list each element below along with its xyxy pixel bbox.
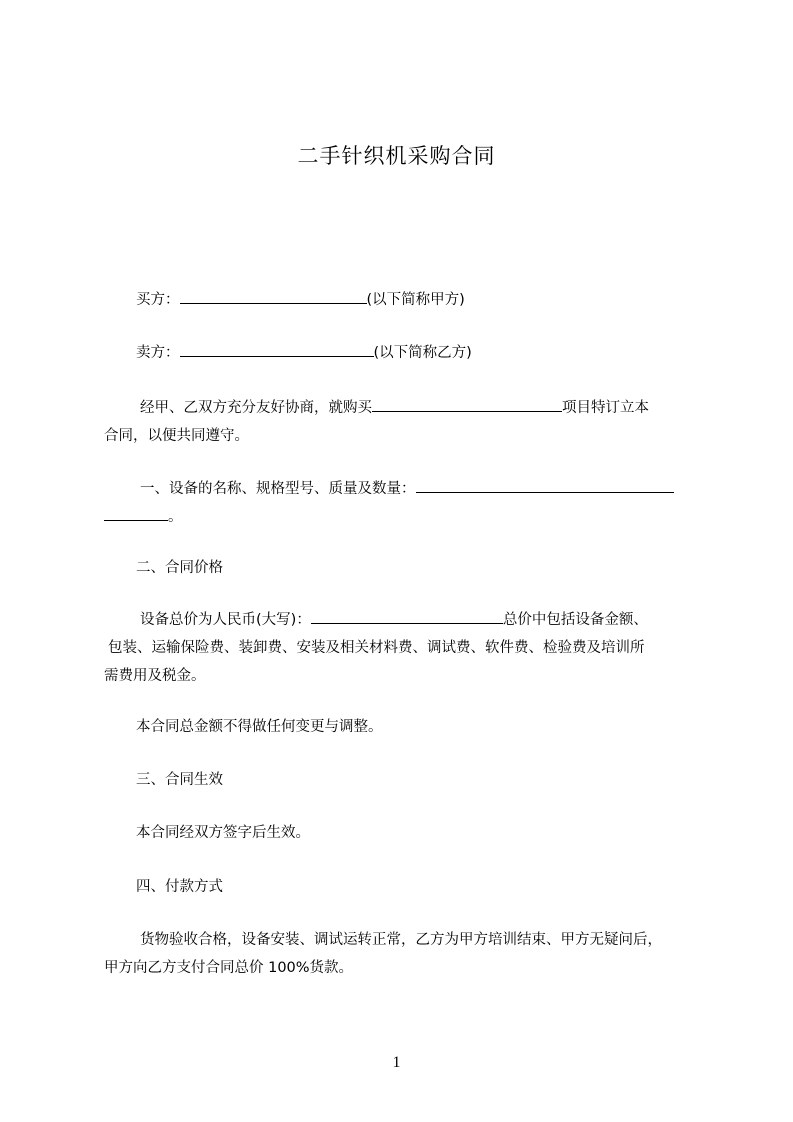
section-1-heading: 一、设备的名称、规格型号、质量及数量： bbox=[140, 481, 416, 497]
payment-line-1: 货物验收合格，设备安装、调试运转正常，乙方为甲方培训结束、甲方无疑问后， bbox=[140, 932, 662, 948]
price-prefix: 设备总价为人民币(大写)： bbox=[140, 612, 311, 628]
section-1-line-2 bbox=[104, 506, 183, 528]
buyer-line bbox=[136, 289, 465, 311]
section-2-heading: 二、合同价格 bbox=[136, 560, 223, 576]
price-line-2: 包装、运输保险费、装卸费、安装及相关材料费、调试费、软件费、检验费及培训所 bbox=[108, 640, 645, 656]
seller-blank bbox=[180, 343, 374, 357]
effective-clause: 本合同经双方签字后生效。 bbox=[136, 825, 310, 841]
section-1-heading-line bbox=[140, 478, 674, 500]
section-4-heading: 四、付款方式 bbox=[136, 879, 223, 895]
project-blank bbox=[372, 398, 562, 412]
intro-suffix: 项目特订立本 bbox=[562, 400, 649, 416]
buyer-label: 买方： bbox=[136, 292, 180, 308]
section-3-heading: 三、合同生效 bbox=[136, 772, 223, 788]
intro-prefix: 经甲、乙双方充分友好协商，就购买 bbox=[140, 400, 372, 416]
intro-line-1 bbox=[140, 397, 649, 419]
no-change-clause: 本合同总金额不得做任何变更与调整。 bbox=[136, 719, 383, 735]
price-line-3: 需费用及税金。 bbox=[104, 668, 206, 684]
page-number: 1 bbox=[392, 1054, 401, 1071]
seller-suffix: (以下简称乙方) bbox=[373, 345, 472, 361]
buyer-suffix: (以下简称甲方) bbox=[366, 292, 465, 308]
buyer-blank bbox=[180, 290, 367, 304]
intro-line-2: 合同，以便共同遵守。 bbox=[104, 428, 249, 444]
seller-line bbox=[136, 342, 472, 364]
price-suffix: 总价中包括设备金额、 bbox=[502, 612, 648, 628]
equipment-blank-2 bbox=[104, 507, 168, 521]
equipment-blank-1 bbox=[416, 479, 674, 493]
payment-line-2: 甲方向乙方支付合同总价 100%货款。 bbox=[104, 960, 354, 976]
seller-label: 卖方： bbox=[136, 345, 180, 361]
section-1-tail: 。 bbox=[168, 509, 183, 525]
price-line-1 bbox=[140, 609, 648, 631]
document-title: 二手针织机采购合同 bbox=[297, 144, 496, 168]
price-blank bbox=[311, 610, 503, 624]
